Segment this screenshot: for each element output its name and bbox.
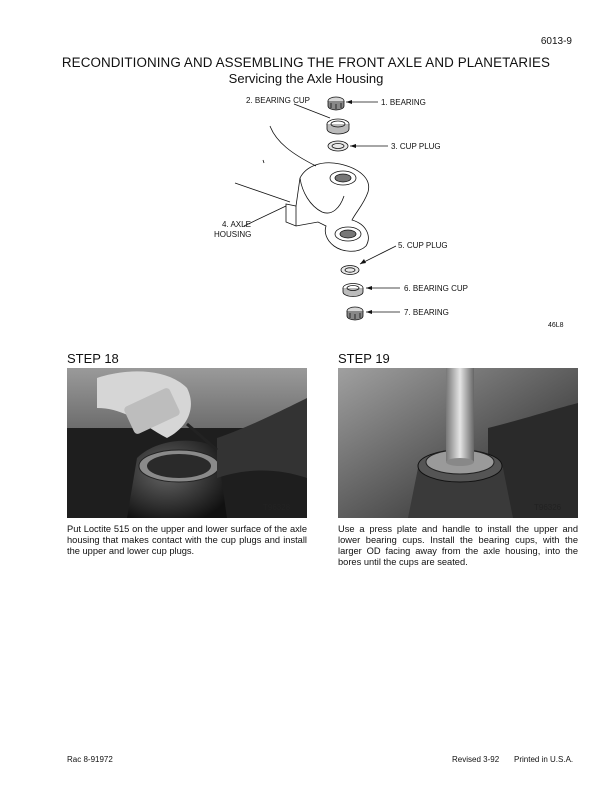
bearing-top-part xyxy=(328,97,344,110)
bearing-lower-part xyxy=(347,307,363,320)
step-19-photo xyxy=(338,368,578,518)
callout-axle-housing-4-line2: HOUSING xyxy=(214,230,252,239)
callout-bearing-7: 7. BEARING xyxy=(404,308,449,317)
step-18-photo-code: T96328 xyxy=(263,503,291,512)
page-number: 6013-9 xyxy=(540,36,572,47)
footer-revised: Revised 3-92 xyxy=(452,755,500,764)
callout-cup-plug-3: 3. CUP PLUG xyxy=(391,142,441,151)
callout-bearing-cup-6: 6. BEARING CUP xyxy=(404,284,469,293)
callout-axle-housing-4: 4. AXLE xyxy=(222,220,251,229)
callout-bearing-1: 1. BEARING xyxy=(381,98,426,107)
axle-housing-part xyxy=(286,163,369,252)
footer-document-number: Rac 8-91972 xyxy=(67,755,113,764)
page-subtitle: Servicing the Axle Housing xyxy=(228,71,384,86)
page-title: RECONDITIONING AND ASSEMBLING THE FRONT AXLE AND PLANETARIES xyxy=(61,55,551,70)
step-18-title: STEP 18 xyxy=(67,351,119,366)
callout-bearing-cup-2: 2. BEARING CUP xyxy=(246,96,311,105)
bearing-cup-lower-part xyxy=(343,284,363,297)
callout-cup-plug-5: 5. CUP PLUG xyxy=(398,241,448,250)
figure-code: 46L8 xyxy=(548,322,564,329)
cup-plug-lower-part xyxy=(341,266,359,275)
cup-plug-upper-part xyxy=(328,141,348,151)
step-18-caption: Put Loctite 515 on the upper and lower surface of the axle housing that makes contact with the cup plugs and install the upper and lower cup plugs. xyxy=(67,524,307,556)
step-18-photo xyxy=(67,368,307,518)
step-19-caption: Use a press plate and handle to install the upper and lower bearing cups. Install the bearing cups, with the larger OD facing away from the axle housing, into the bores until the cups are seated. xyxy=(338,524,578,567)
bearing-cup-upper-part xyxy=(327,119,349,134)
step-19-title: STEP 19 xyxy=(338,351,390,366)
step-19-photo-code: T96326 xyxy=(534,503,562,512)
exploded-diagram xyxy=(0,0,612,340)
footer-printed: Printed in U.S.A. xyxy=(514,755,574,764)
